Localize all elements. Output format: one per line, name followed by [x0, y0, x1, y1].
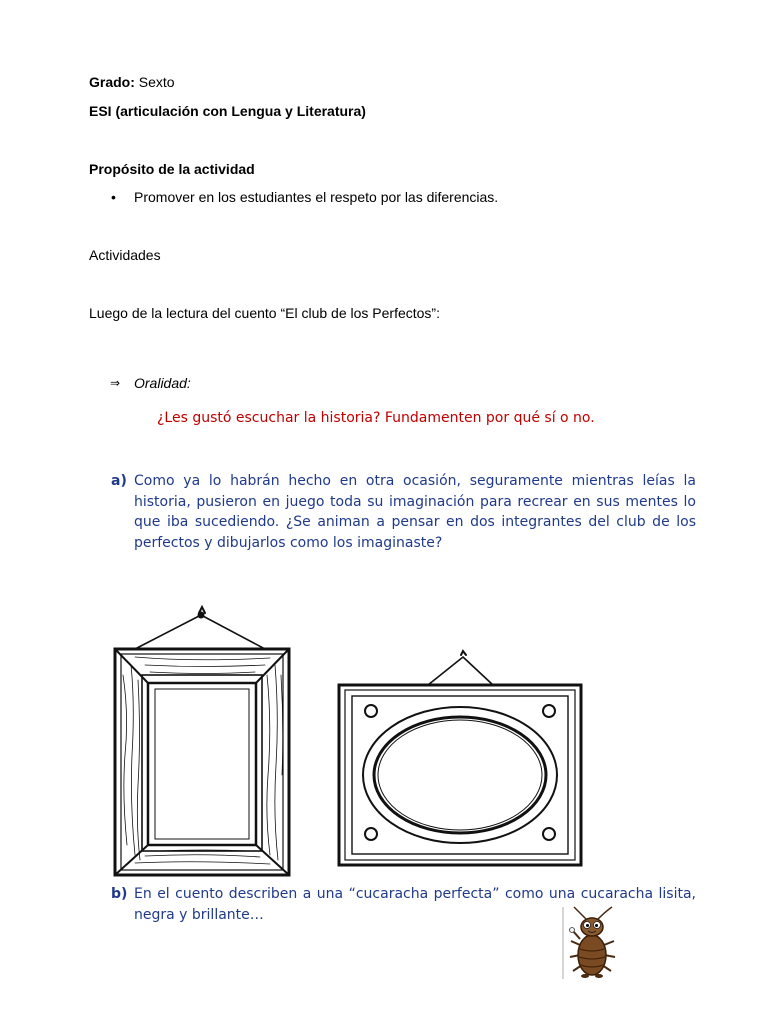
purpose-item: Promover en los estudiantes el respeto por las diferencias.	[134, 189, 499, 205]
grade-value: Sexto	[138, 74, 175, 90]
arrow-marker: ⇒	[110, 376, 121, 390]
item-b-text: En el cuento describen a una “cucaracha perfecta” como una cucaracha lisita, negra y brillante…	[134, 886, 696, 923]
item-b-marker: b)	[111, 886, 128, 902]
grade-line	[89, 73, 689, 91]
cockroach-illustration	[560, 905, 626, 981]
wooden-frame	[115, 607, 289, 875]
item-a-marker: a)	[111, 473, 127, 489]
oval-frame	[339, 651, 581, 865]
item-a-text: Como ya lo habrán hecho en otra ocasión, seguramente mientras leías la historia, pusieron en juego toda su imaginación para recrear en sus mentes lo que iba sucediendo. ¿Se animan a pensar en dos integrantes del club de los perfectos y dibujarlos como los imaginaste?	[134, 473, 696, 551]
bullet: •	[111, 189, 116, 205]
activities-intro: Luego de la lectura del cuento “El club de los Perfectos”:	[89, 305, 440, 321]
subject-title: ESI (articulación con Lengua y Literatura)	[89, 103, 366, 119]
activities-heading: Actividades	[89, 247, 161, 263]
grade-label: Grado:	[89, 74, 135, 90]
orality-question: ¿Les gustó escuchar la historia? Fundamenten por qué sí o no.	[157, 410, 595, 426]
orality-label: Oralidad:	[134, 375, 191, 391]
picture-frames-illustration	[105, 605, 590, 880]
purpose-heading: Propósito de la actividad	[89, 161, 255, 177]
